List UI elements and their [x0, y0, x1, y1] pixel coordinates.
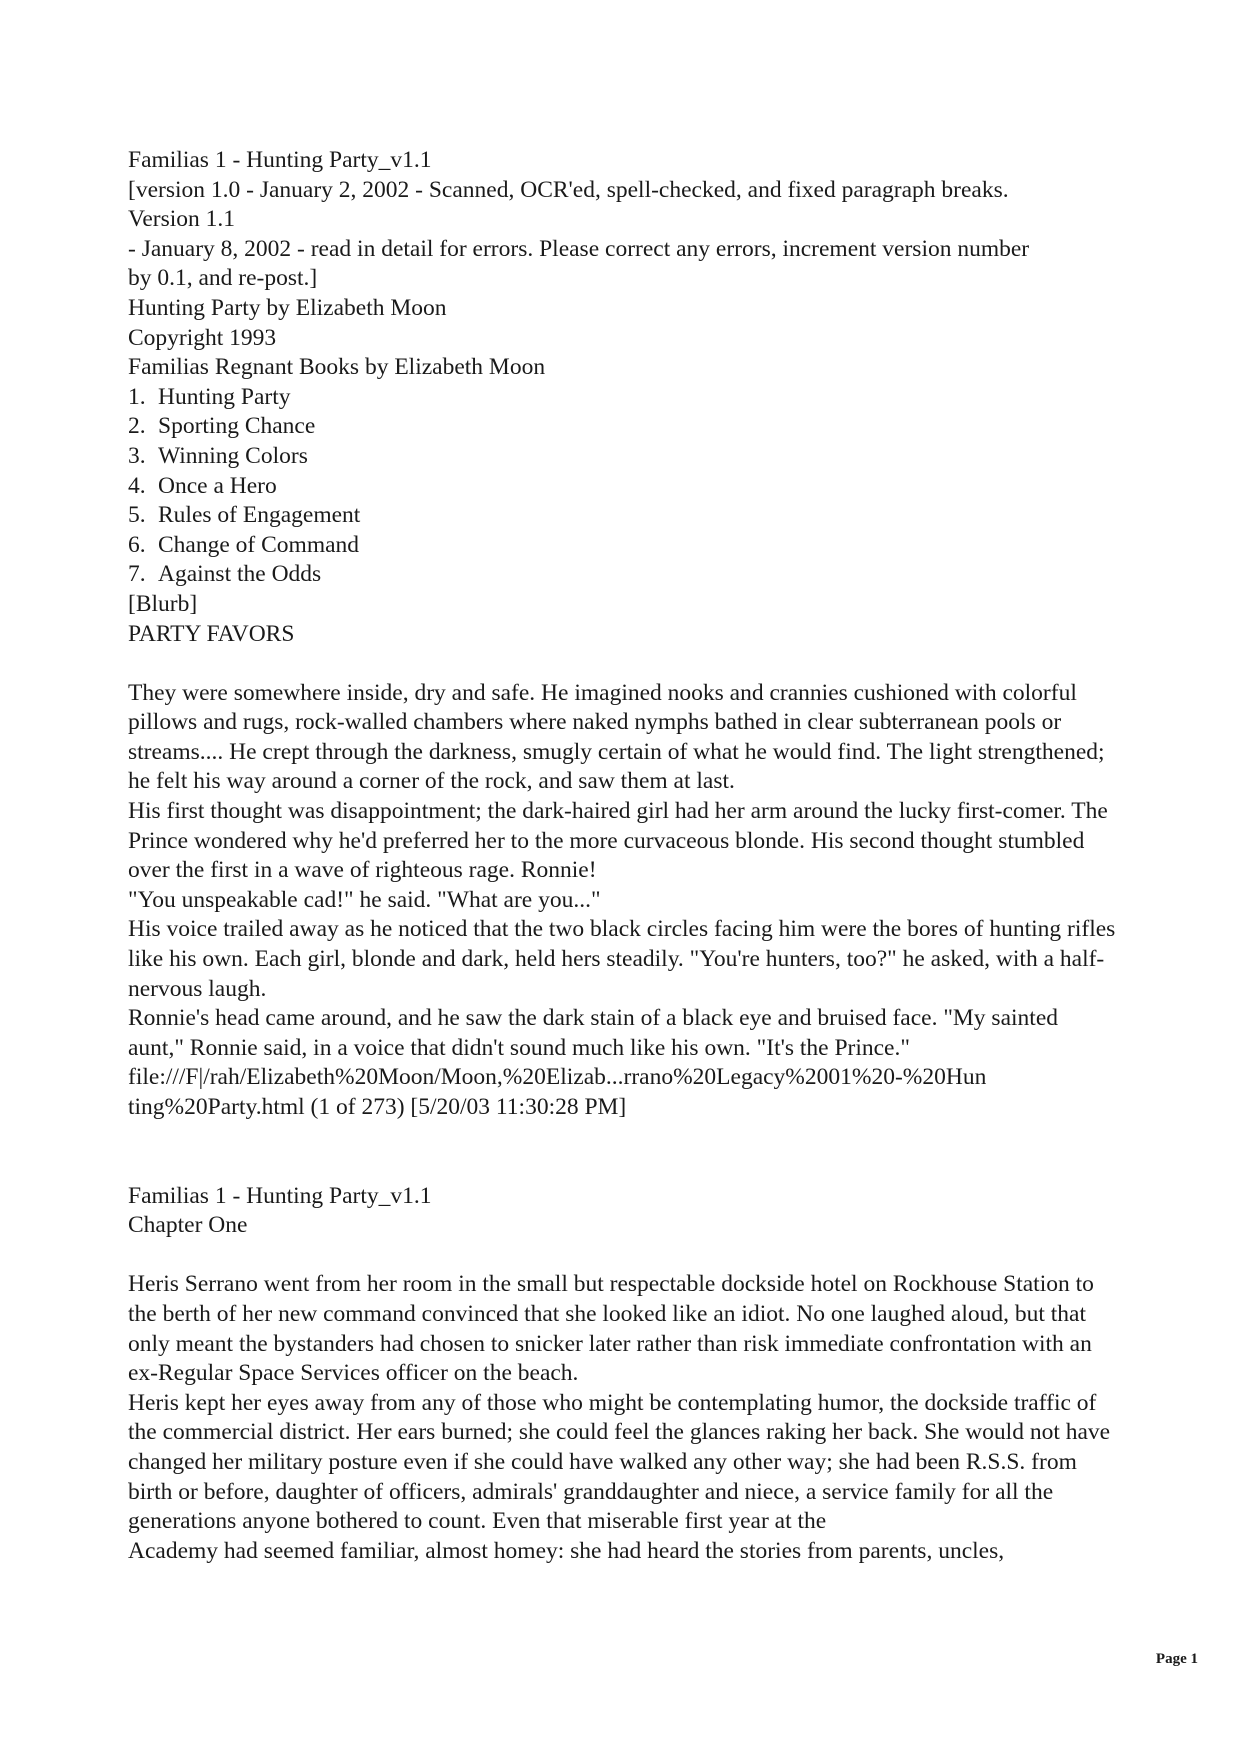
- list-item-title: Winning Colors: [158, 442, 308, 469]
- version-note: [128, 176, 1118, 294]
- list-item-number: 1.: [128, 383, 146, 410]
- series-heading: Familias Regnant Books by Elizabeth Moon: [128, 354, 546, 381]
- file-reference-line: ting%20Party.html (1 of 273) [5/20/03 11:30:28 PM]: [128, 1094, 627, 1120]
- list-item-number: 2.: [128, 413, 146, 440]
- running-header: Familias 1 - Hunting Party_v1.1: [128, 1182, 432, 1209]
- version-note-line: - January 8, 2002 - read in detail for errors. Please correct any errors, increment version number: [128, 235, 1030, 262]
- list-item: [128, 412, 1118, 442]
- page-number: Page 1: [1155, 1651, 1198, 1667]
- version-note-line: Version 1.1: [128, 206, 236, 233]
- paragraph: Ronnie's head came around, and he saw the dark stain of a black eye and bruised face. "My sainted aunt," Ronnie said, in a voice that didn't sound much like his own. "It's the Prince.": [128, 1005, 1058, 1061]
- list-item-number: 3.: [128, 442, 146, 469]
- list-item: [128, 383, 1118, 413]
- list-item: [128, 531, 1118, 561]
- list-item-number: 4.: [128, 472, 146, 499]
- paragraph: His voice trailed away as he noticed that the two black circles facing him were the bores of hunting rifles like his own. Each girl, blonde and dark, held hers steadily. "You're hunters, too?" he asked, with a half-nervous laugh.: [128, 916, 1116, 1002]
- paragraph: Heris Serrano went from her room in the small but respectable dockside hotel on Rockhouse Station to the berth of her new command convinced that she looked like an idiot. No one laughed aloud, but that only meant the bystanders had chosen to snicker later rather than risk immediate confrontation with an ex-Regular Space Services officer on the beach.: [128, 1271, 1094, 1387]
- book-list: [128, 383, 1118, 590]
- blurb-body: [128, 679, 1118, 1064]
- chapter-title: Chapter One: [128, 1212, 248, 1239]
- document-page: [128, 146, 1118, 1566]
- copyright-line: Copyright 1993: [128, 324, 277, 351]
- list-item: [128, 560, 1118, 590]
- book-title-line: Hunting Party by Elizabeth Moon: [128, 294, 447, 321]
- list-item-number: 5.: [128, 502, 146, 529]
- paragraph: "You unspeakable cad!" he said. "What are you...": [128, 886, 601, 913]
- list-item: [128, 472, 1118, 502]
- paragraph: His first thought was disappointment; the dark-haired girl had her arm around the lucky first-comer. The Prince wondered why he'd preferred her to the more curvaceous blonde. His second thought stumbled over the first in a wave of righteous rage. Ronnie!: [128, 798, 1108, 884]
- list-item-title: Change of Command: [158, 531, 360, 558]
- list-item-title: Once a Hero: [158, 472, 277, 499]
- list-item: [128, 501, 1118, 531]
- list-item-number: 6.: [128, 531, 146, 558]
- list-item-title: Hunting Party: [158, 383, 291, 410]
- file-reference: [128, 1063, 1118, 1122]
- list-item: [128, 442, 1118, 472]
- chapter-body: [128, 1270, 1118, 1566]
- version-note-line: [version 1.0 - January 2, 2002 - Scanned, OCR'ed, spell-checked, and fixed paragraph breaks.: [128, 176, 1009, 203]
- spacer: [128, 1123, 1118, 1182]
- file-reference-line: file:///F|/rah/Elizabeth%20Moon/Moon,%20Elizab...rrano%20Legacy%2001%20-%20Hun: [128, 1064, 987, 1091]
- paragraph: They were somewhere inside, dry and safe. He imagined nooks and crannies cushioned with colorful pillows and rugs, rock-walled chambers where naked nymphs bathed in clear subterranean pools or streams.... He crept through the darkness, smugly certain of what he would find. The light strengthened; he felt his way around a corner of the rock, and saw them at last.: [128, 679, 1105, 795]
- paragraph: Academy had seemed familiar, almost homey: she had heard the stories from parents, uncles,: [128, 1537, 1005, 1564]
- spacer: [128, 1241, 1118, 1271]
- paragraph: Heris kept her eyes away from any of those who might be contemplating humor, the dockside traffic of the commercial district. Her ears burned; she could feel the glances raking her back. She would not have changed her military posture even if she could have walked any other way; she had been R.S.S. from birth or before, daughter of officers, admirals' granddaughter and niece, a service family for all the generations anyone bothered to count. Even that miserable first year at the: [128, 1389, 1111, 1535]
- running-header: Familias 1 - Hunting Party_v1.1: [128, 147, 432, 173]
- blurb-label: [Blurb]: [128, 590, 198, 617]
- list-item-title: Rules of Engagement: [158, 502, 361, 529]
- list-item-title: Against the Odds: [158, 561, 322, 588]
- blurb-heading: PARTY FAVORS: [128, 620, 295, 647]
- list-item-title: Sporting Chance: [158, 413, 316, 440]
- spacer: [128, 649, 1118, 679]
- version-note-line: by 0.1, and re-post.]: [128, 265, 318, 292]
- list-item-number: 7.: [128, 561, 146, 588]
